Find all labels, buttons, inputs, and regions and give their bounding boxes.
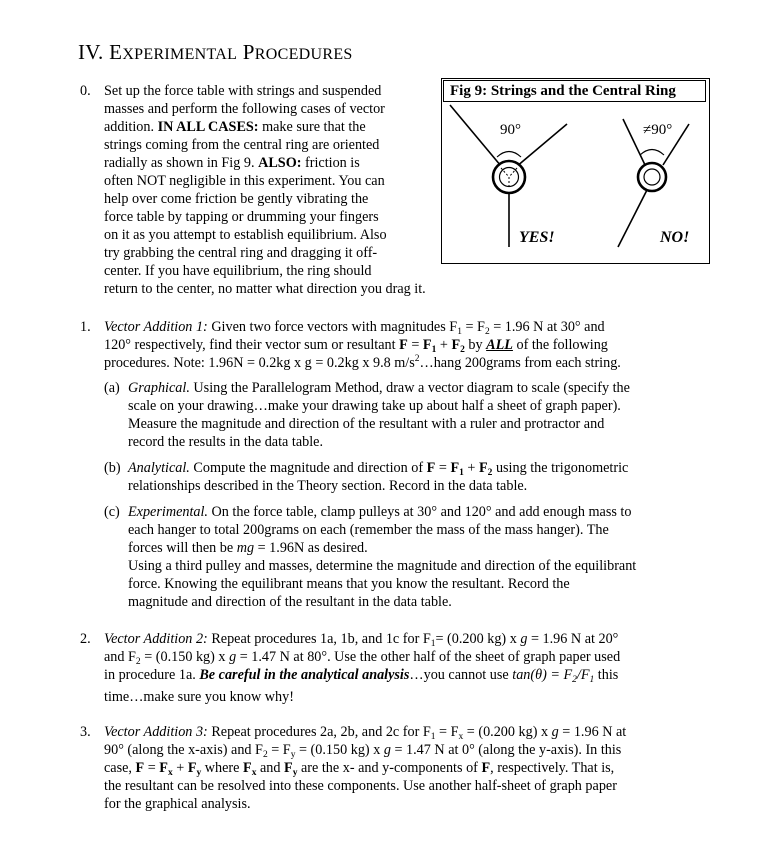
text-run: Using the Parallelogram Method, draw a vector diagram to scale (specify the: [189, 380, 630, 396]
text-run: Given two force vectors with magnitudes F: [207, 319, 458, 335]
subscript: 2: [135, 657, 141, 667]
text-run: …hang 200grams from each string.: [419, 355, 621, 371]
item-1a-line-3: Measure the magnitude and direction of the resultant with a ruler and protractor and: [128, 416, 605, 432]
heading-smallcaps-rocedures: ROCEDURES: [254, 46, 353, 63]
item-1a-line-1: [128, 379, 630, 397]
item-1-line-3: [104, 354, 621, 372]
item-1b-label: (b): [104, 460, 121, 476]
text-run: +: [463, 460, 479, 476]
subscript: 2: [262, 750, 268, 760]
item-1c-line-3: [128, 539, 368, 557]
item-1c-line-6: magnitude and direction of the resultant in the data table.: [128, 594, 452, 610]
text-run: of the following: [512, 337, 608, 353]
item-1c-line-1: [128, 503, 631, 521]
subscript: 1: [430, 639, 436, 649]
text-run: On the force table, clamp pulleys at 30° and 120° and add enough mass to: [207, 504, 632, 520]
right-ring-inner: [644, 169, 660, 185]
left-string-upper-right: [516, 124, 567, 167]
text-run: = 1.47 N at 0° (along the y-axis). In this: [390, 742, 622, 758]
tan-formula: [512, 667, 594, 683]
text-run: friction is: [301, 155, 360, 171]
item-2-line-3: [104, 666, 618, 684]
item-3-line-5: for the graphical analysis.: [104, 796, 251, 812]
italic-text: mg: [236, 540, 255, 556]
no-label: NO!: [660, 229, 690, 246]
text-run: using the trigonometric: [492, 460, 629, 476]
item-0-line-1: Set up the force table with strings and suspended: [104, 83, 382, 99]
subscript: 2: [484, 327, 490, 337]
item-0-line-3: [104, 118, 366, 136]
heading-letter-p: P: [242, 40, 255, 64]
item-0-number: 0.: [80, 83, 91, 99]
item-0-line-10: try grabbing the central ring and dragging it off-: [104, 245, 378, 261]
italic-text: g: [229, 649, 237, 665]
text-run: Repeat procedures 1a, 1b, and 1c for F: [207, 631, 431, 647]
text-run: Compute the magnitude and direction of: [189, 460, 427, 476]
text-run: 90° (along the x-axis) and F: [104, 742, 263, 758]
text-run: =: [144, 760, 160, 776]
left-angle-arc: [497, 152, 521, 158]
subscript: x: [458, 732, 464, 742]
text-run: +: [172, 760, 188, 776]
subscript: 2: [572, 675, 577, 685]
subscript: y: [292, 768, 298, 778]
text-run: +: [436, 337, 452, 353]
text-run: =: [435, 460, 451, 476]
subscript: 2: [487, 468, 493, 478]
italic-text: Vector Addition 1:: [104, 319, 208, 335]
item-0-line-6: often NOT negligible in this experiment. You can: [104, 173, 385, 189]
bold-text: F: [135, 760, 145, 776]
item-3-line-3: [104, 759, 614, 777]
text-run: tan(θ) = F: [512, 667, 573, 683]
item-1a-line-4: record the results in the data table.: [128, 434, 324, 450]
section-heading: [78, 40, 353, 65]
subscript: y: [196, 768, 202, 778]
text-run: case,: [104, 760, 136, 776]
figure-9: [441, 78, 710, 264]
text-run: = (0.150 kg) x: [140, 649, 230, 665]
item-3-line-4: the resultant can be resolved into these components. Use another half-sheet of graph paper: [104, 778, 617, 794]
italic-text: Experimental.: [128, 504, 208, 520]
item-0-line-2: masses and perform the following cases of vector: [104, 101, 385, 117]
italic-text: Vector Addition 2:: [104, 631, 208, 647]
text-run: = 1.96 N at: [558, 724, 627, 740]
italic-text: g: [551, 724, 559, 740]
bold-text: F: [451, 337, 461, 353]
superscript: 2: [414, 354, 420, 364]
item-1a-label: (a): [104, 380, 120, 396]
text-run: 120° respectively, find their vector sum or resultant: [104, 337, 400, 353]
item-1b-line-2: relationships described in the Theory section. Record in the data table.: [128, 478, 528, 494]
item-1b-line-1: [128, 459, 628, 477]
subscript: 1: [589, 675, 595, 685]
item-2-line-4: time…make sure you know why!: [104, 689, 294, 705]
item-2-number: 2.: [80, 631, 91, 647]
bold-text: F: [450, 460, 460, 476]
text-run: …you cannot use: [409, 667, 513, 683]
item-3-line-2: [104, 741, 621, 759]
text-run: = 1.96N as desired.: [254, 540, 368, 556]
italic-text: g: [383, 742, 391, 758]
angle-90-label: 90°: [500, 122, 521, 138]
text-run: are the x- and y-components of: [297, 760, 482, 776]
text-run: procedures. Note: 1.96N = 0.2kg x g = 0.2kg x 9.8 m/s: [104, 355, 415, 371]
subscript: x: [167, 768, 173, 778]
left-string-upper-left: [450, 105, 501, 166]
text-run: this: [594, 667, 619, 683]
text-run: = 1.96 N at 30° and: [489, 319, 605, 335]
subscript: 2: [460, 345, 465, 355]
item-0-line-5: [104, 154, 360, 172]
bold-text: F: [159, 760, 168, 776]
text-run: /F: [576, 667, 590, 683]
section-number: IV.: [78, 40, 104, 64]
bold-text: F: [243, 760, 252, 776]
item-1a-line-2: scale on your drawing…make your drawing take up about half a sheet of graph paper).: [128, 398, 621, 414]
item-0-line-9: on it as you attempt to establish equilibrium. Also: [104, 227, 387, 243]
text-run: = 1.47 N at 80°. Use the other half of the sheet of graph paper used: [236, 649, 621, 665]
italic-text: Graphical.: [128, 380, 190, 396]
text-run: and: [256, 760, 285, 776]
item-3-number: 3.: [80, 724, 91, 740]
bold-text: F: [284, 760, 293, 776]
item-0-line-4: strings coming from the central ring are oriented: [104, 137, 380, 153]
item-2-line-2: [104, 648, 620, 666]
italic-text: g: [520, 631, 528, 647]
subscript: 1: [457, 327, 462, 337]
item-0-line-8: force table by tapping or drumming your fingers: [104, 209, 379, 225]
item-1-line-1: [104, 318, 605, 336]
bold-text: F: [187, 760, 197, 776]
text-run: = 1.96 N at 20°: [527, 631, 619, 647]
all-emphasis: ALL: [486, 337, 513, 353]
bold-text: F: [399, 337, 408, 353]
item-1c-line-5: force. Knowing the equilibrant means that you know the resultant. Record the: [128, 576, 570, 592]
subscript: 1: [431, 345, 437, 355]
text-run: = F: [461, 319, 485, 335]
text-run: make sure that the: [258, 119, 366, 135]
item-0-line-7: help over come friction be gently vibrating the: [104, 191, 369, 207]
item-1c-line-2: each hanger to total 200grams on each (remember the mass of the mass hanger). The: [128, 522, 609, 538]
heading-smallcaps-xperimental: XPERIMENTAL: [122, 46, 238, 63]
italic-text: Analytical.: [128, 460, 190, 476]
figure-title: Fig 9: Strings and the Central Ring: [443, 80, 706, 102]
text-run: Repeat procedures 2a, 2b, and 2c for F: [207, 724, 431, 740]
item-1-number: 1.: [80, 319, 91, 335]
text-run: = (0.150 kg) x: [295, 742, 384, 758]
text-run: in procedure 1a.: [104, 667, 200, 683]
subscript: y: [290, 750, 296, 760]
subscript: 1: [459, 468, 464, 478]
item-1c-label: (c): [104, 504, 120, 520]
text-run: forces will then be: [128, 540, 237, 556]
item-0-line-12: return to the center, no matter what direction you drag it.: [104, 281, 426, 297]
yes-label: YES!: [519, 229, 555, 246]
subscript: 1: [430, 732, 436, 742]
also-emphasis: ALSO:: [258, 155, 302, 171]
right-string-down: [618, 188, 648, 247]
text-run: addition.: [104, 119, 158, 135]
item-2-line-1: [104, 630, 618, 648]
item-1-line-2: [104, 336, 608, 354]
heading-letter-e: E: [109, 40, 123, 64]
angle-not-90-label: ≠90°: [643, 122, 673, 138]
text-run: =: [407, 337, 423, 353]
bold-text: F: [426, 460, 436, 476]
text-run: by: [464, 337, 487, 353]
text-run: and F: [104, 649, 136, 665]
subscript: x: [251, 768, 257, 778]
item-1c-line-4: Using a third pulley and masses, determine the magnitude and direction of the equilibrant: [128, 558, 637, 574]
text-run: = F: [267, 742, 291, 758]
bold-text: F: [478, 460, 488, 476]
in-all-cases-emphasis: IN ALL CASES:: [157, 119, 259, 135]
item-0-line-11: center. If you have equilibrium, the ring should: [104, 263, 372, 279]
text-run: radially as shown in Fig 9.: [104, 155, 259, 171]
text-run: , respectively. That is,: [490, 760, 615, 776]
text-run: = (0.200 kg) x: [463, 724, 552, 740]
careful-emphasis: Be careful in the analytical analysis: [199, 667, 410, 683]
text-run: where: [201, 760, 244, 776]
italic-text: Vector Addition 3:: [104, 724, 208, 740]
right-angle-arc: [640, 150, 664, 156]
bold-text: F: [422, 337, 432, 353]
text-run: = F: [435, 724, 459, 740]
item-3-line-1: [104, 723, 626, 741]
text-run: = (0.200 kg) x: [435, 631, 521, 647]
bold-text: F: [481, 760, 491, 776]
